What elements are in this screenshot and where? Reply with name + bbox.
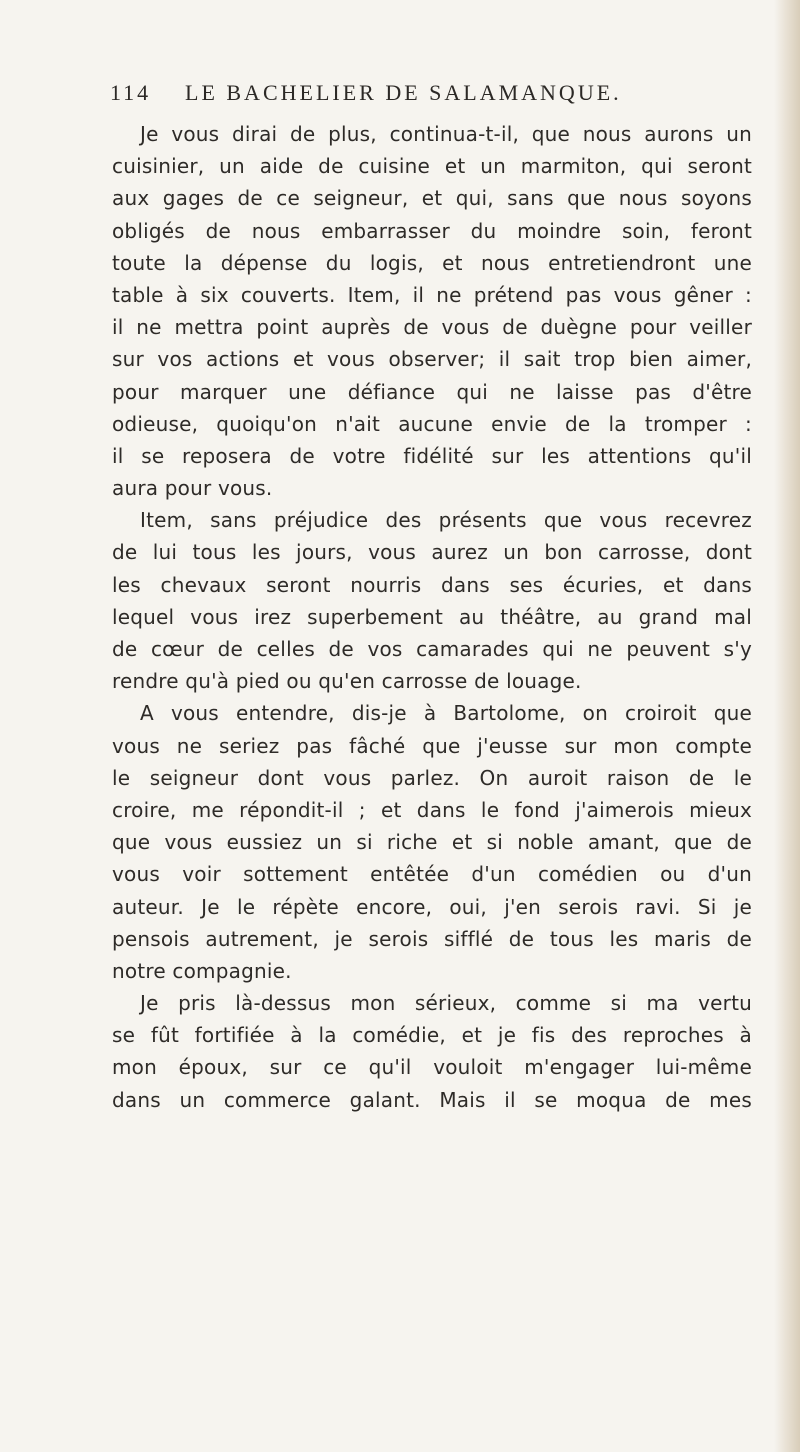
text-line: odieuse, quoiqu'on n'ait aucune envie de la tromper : xyxy=(112,411,752,436)
text-line: se fût fortifiée à la comédie, et je fis des reproches à xyxy=(112,1023,752,1048)
text-line: Item, sans préjudice des présents que vous recevrez xyxy=(140,508,752,533)
running-title: LE BACHELIER DE SALAMANQUE. xyxy=(185,80,622,105)
text-line: le seigneur dont vous parlez. On auroit raison de le xyxy=(112,765,752,790)
page-number: 114 xyxy=(110,80,152,105)
text-line: cuisinier, un aide de cuisine et un marmiton, qui seront xyxy=(112,154,752,179)
page-header xyxy=(110,80,670,114)
text-line: il se reposera de votre fidélité sur les attentions qu'il xyxy=(112,443,752,468)
text-line: sur vos actions et vous observer; il sait trop bien aimer, xyxy=(112,347,752,372)
text-line: toute la dépense du logis, et nous entretiendront une xyxy=(112,250,752,275)
text-line: Je pris là-dessus mon sérieux, comme si ma vertu xyxy=(140,991,752,1016)
text-line: dans un commerce galant. Mais il se moqua de mes xyxy=(112,1087,752,1112)
text-line: pour marquer une défiance qui ne laisse pas d'être xyxy=(112,379,752,404)
text-line: de lui tous les jours, vous aurez un bon carrosse, dont xyxy=(112,540,752,565)
text-line: il ne mettra point auprès de vous de duègne pour veiller xyxy=(112,315,752,340)
text-line: table à six couverts. Item, il ne prétend pas vous gêner : xyxy=(112,282,752,307)
text-line: Je vous dirai de plus, continua-t-il, que nous aurons un xyxy=(140,122,752,146)
text-line: notre compagnie. xyxy=(112,958,292,983)
text-line: vous ne seriez pas fâché que j'eusse sur mon compte xyxy=(112,733,752,758)
text-line: les chevaux seront nourris dans ses écuries, et dans xyxy=(112,572,752,597)
text-line: de cœur de celles de vos camarades qui ne peuvent s'y xyxy=(112,637,752,661)
text-line: A vous entendre, dis-je à Bartolome, on croiroit que xyxy=(140,701,752,726)
text-line: aux gages de ce seigneur, et qui, sans que nous soyons xyxy=(112,186,752,211)
text-line: croire, me répondit-il ; et dans le fond j'aimerois mieux xyxy=(112,797,752,822)
text-line: rendre qu'à pied ou qu'en carrosse de louage. xyxy=(112,669,582,694)
text-line: que vous eussiez un si riche et si noble amant, que de xyxy=(112,830,752,855)
text-line: obligés de nous embarrasser du moindre soin, feront xyxy=(112,218,752,243)
body-text xyxy=(112,118,752,1116)
text-line: vous voir sottement entêtée d'un comédien ou d'un xyxy=(112,862,752,887)
text-line: auteur. Je le répète encore, oui, j'en serois ravi. Si je xyxy=(112,894,752,919)
page-edge xyxy=(774,0,800,1452)
text-line: aura pour vous. xyxy=(112,476,273,501)
text-line: mon époux, sur ce qu'il vouloit m'engager lui-même xyxy=(112,1055,752,1080)
text-line: lequel vous irez superbement au théâtre, au grand mal xyxy=(112,604,752,629)
text-line: pensois autrement, je serois sifflé de tous les maris de xyxy=(112,926,752,951)
